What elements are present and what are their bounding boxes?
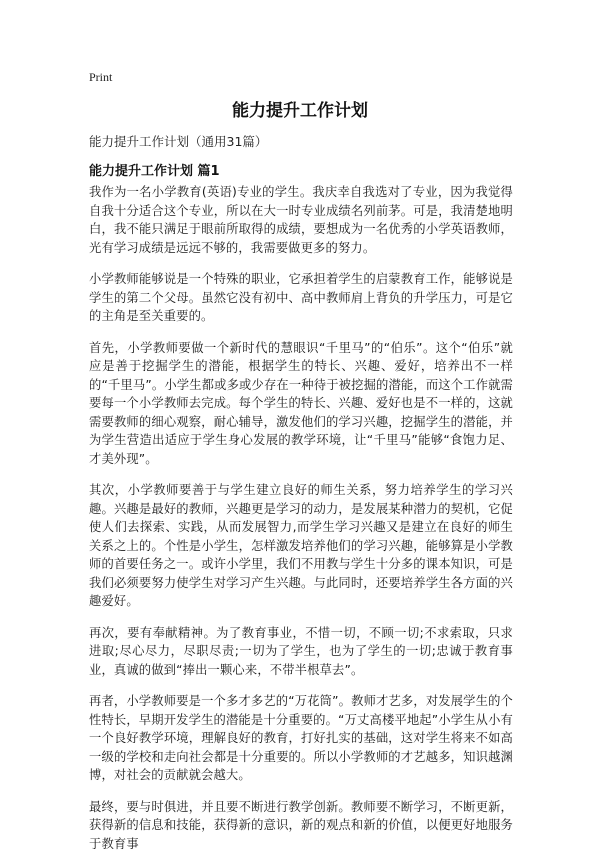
paragraph: 再次，要有奉献精神。为了教育事业，不惜一切，不顾一切;不求索取，只求进取;尽心尽力，尽职尽责;一切为了学生，也为了学生的一切;忠诚于教育事业，真诚的做到“捧出一颗心来，不带半根草去”。 — [89, 625, 513, 677]
paragraph: 再者，小学教师要是一个多才多艺的“万花筒”。教师才艺多，对发展学生的个性特长，早期开发学生的潜能是十分重要的。“万丈高楼平地起”小学生从小有一个良好教学环境，理解良好的教育，打好扎实的基础，这对学生将来不如高一级的学校和走向社会都是十分重要的。所以小学教师的才艺越多，知识越渊博，对社会的贡献就会越大。 — [89, 694, 513, 782]
paragraph: 小学教师能够说是一个特殊的职业，它承担着学生的启蒙教育工作，能够说是学生的第二个父母。虽然它没有初中、高中教师肩上背负的升学压力，可是它的主角是至关重要的。 — [89, 272, 513, 323]
paragraph: 最终，要与时俱进，并且要不断进行教学创新。教师要不断学习，不断更新，获得新的信息和技能，获得新的意识，新的观点和新的价值，以便更好地服务于教育事 — [89, 799, 513, 851]
page-title: 能力提升工作计划 — [232, 101, 368, 121]
print-link[interactable]: Print — [89, 70, 113, 84]
document-subtitle: 能力提升工作计划（通用31篇） — [89, 134, 268, 149]
paragraph: 首先，小学教师要做一个新时代的慧眼识“千里马”的“伯乐”。这个“伯乐”就应是善于挖掘学生的潜能，根据学生的特长、兴趣、爱好，培养出不一样的“千里马”。小学生都或多或少存在一种待于被挖掘的潜能，而这个工作就需要每一个小学教师去完成。每个学生的特长、兴趣、爱好也是不一样的，这就需要教师的细心观察，耐心辅导，激发他们的学习兴趣，挖掘学生的潜能，并为学生营造出适应于学生身心发展的教学环境，让“千里马”能够“食饱力足、才美外现”。 — [89, 340, 513, 466]
paragraph: 我作为一名小学教育(英语)专业的学生。我庆幸自我选对了专业，因为我觉得自我十分适合这个专业，所以在大一时专业成绩名列前茅。可是，我清楚地明白，我不能只满足于眼前所取得的成绩，要想成为一名优秀的小学英语教师，光有学习成绩是远远不够的，我需要做更多的努力。 — [89, 185, 513, 255]
paragraph: 其次，小学教师要善于与学生建立良好的师生关系，努力培养学生的学习兴趣。兴趣是最好的教师，兴趣更是学习的动力，是发展某种潜力的契机，它促使人们去探索、实践，从而发展智力,而学生学习兴趣又是建立在良好的师生关系之上的。个性是小学生，怎样激发培养他们的学习兴趣，能够算是小学教师的首要任务之一。或许小学里，我们不用教与学生十分多的课本知识，可是我们必须要努力使学生对学习产生兴趣。与此同时，还要培养学生各方面的兴趣爱好。 — [89, 483, 513, 608]
section-heading: 能力提升工作计划 篇1 — [89, 164, 220, 179]
article-body — [89, 183, 513, 866]
